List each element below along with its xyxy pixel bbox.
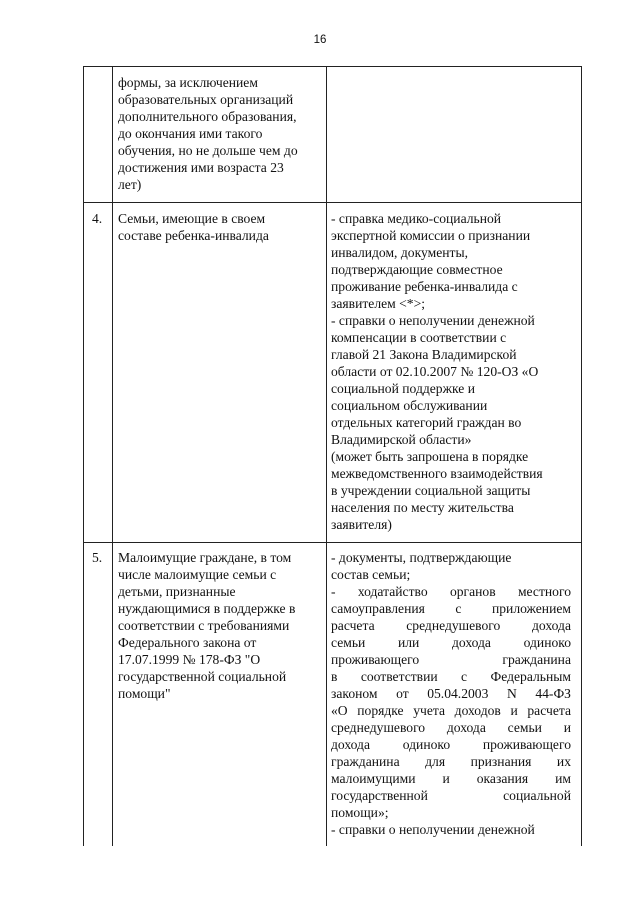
text-line: межведомственного взаимодействия [331,466,543,481]
text-line: в соответствии с Федеральным [331,669,571,684]
row-number: 4. [92,211,103,226]
text-line: экспертной комиссии о признании [331,228,531,243]
text-line: (может быть запрошена в порядке [331,449,529,464]
text-line: Федерального закона от [118,635,257,650]
text-line: подтверждающие совместное [331,262,503,277]
row-number: 5. [92,550,103,565]
text-line: дополнительного образования, [118,109,297,124]
text-line: Владимирской области» [331,432,472,447]
text-line: состав семьи; [331,567,411,582]
text-line: социальной поддержке и [331,381,475,396]
column-divider-category [326,67,327,846]
text-line: дохода одиноко проживающего [331,737,571,752]
text-line: числе малоимущие семьи с [118,567,277,582]
text-line: «О порядке учета доходов и расчета [331,703,571,718]
text-line: лет) [118,177,142,192]
text-line: - справки о неполучении денежной [331,822,535,837]
text-line: соответствии с требованиями [118,618,290,633]
text-line: в учреждении социальной защиты [331,483,531,498]
text-line: достижения ими возраста 23 [118,160,284,175]
text-line: отдельных категорий граждан во [331,415,522,430]
text-line: Семьи, имеющие в своем [118,211,266,226]
text-line: семьи или дохода одиноко [331,635,571,650]
text-line: до окончания ими такого [118,126,263,141]
text-line: обучения, но не дольше чем до [118,143,298,158]
text-line: помощи" [118,686,171,701]
text-line: самоуправления с приложением [331,601,571,616]
text-line: проживание ребенка-инвалида с [331,279,518,294]
page-number: 16 [313,34,327,46]
text-line: области от 02.10.2007 № 120-ОЗ «О [331,364,539,379]
documents-cell [331,549,571,838]
text-line: - справка медико-социальной [331,211,502,226]
text-line: социальном обслуживании [331,398,488,413]
text-line: законом от 05.04.2003 N 44-ФЗ [331,686,571,701]
text-line: детьми, признанные [118,584,236,599]
text-line: помощи»; [331,805,389,820]
text-line: среднедушевого дохода семьи и [331,720,571,735]
category-cell [118,549,322,702]
documents-table [83,66,582,846]
text-line: - ходатайство органов местного [331,584,571,599]
text-line: формы, за исключением [118,75,258,90]
text-line: - документы, подтверждающие [331,550,512,565]
text-line: образовательных организаций [118,92,294,107]
text-line: государственной социальной [331,788,571,803]
text-line: заявителем <*>; [331,296,426,311]
text-line: нуждающимися в поддержке в [118,601,296,616]
text-line: гражданина для признания их [331,754,571,769]
documents-cell [331,210,577,533]
text-line: компенсации в соответствии с [331,330,507,345]
category-cell [118,210,322,244]
text-line: расчета среднедушевого дохода [331,618,571,633]
text-line: - справки о неполучении денежной [331,313,535,328]
row-divider-1 [84,202,581,203]
category-cell-continuation [118,74,322,193]
row-divider-2 [84,542,581,543]
text-line: проживающего гражданина [331,652,571,667]
text-line: Малоимущие граждане, в том [118,550,292,565]
text-line: 17.07.1999 № 178-ФЗ "О [118,652,261,667]
text-line: государственной социальной [118,669,287,684]
text-line: населения по месту жительства [331,500,514,515]
column-divider-number [112,67,113,846]
text-line: инвалидом, документы, [331,245,468,260]
text-line: составе ребенка-инвалида [118,228,269,243]
text-line: главой 21 Закона Владимирской [331,347,517,362]
text-line: малоимущими и оказания им [331,771,571,786]
text-line: заявителя) [331,517,392,532]
